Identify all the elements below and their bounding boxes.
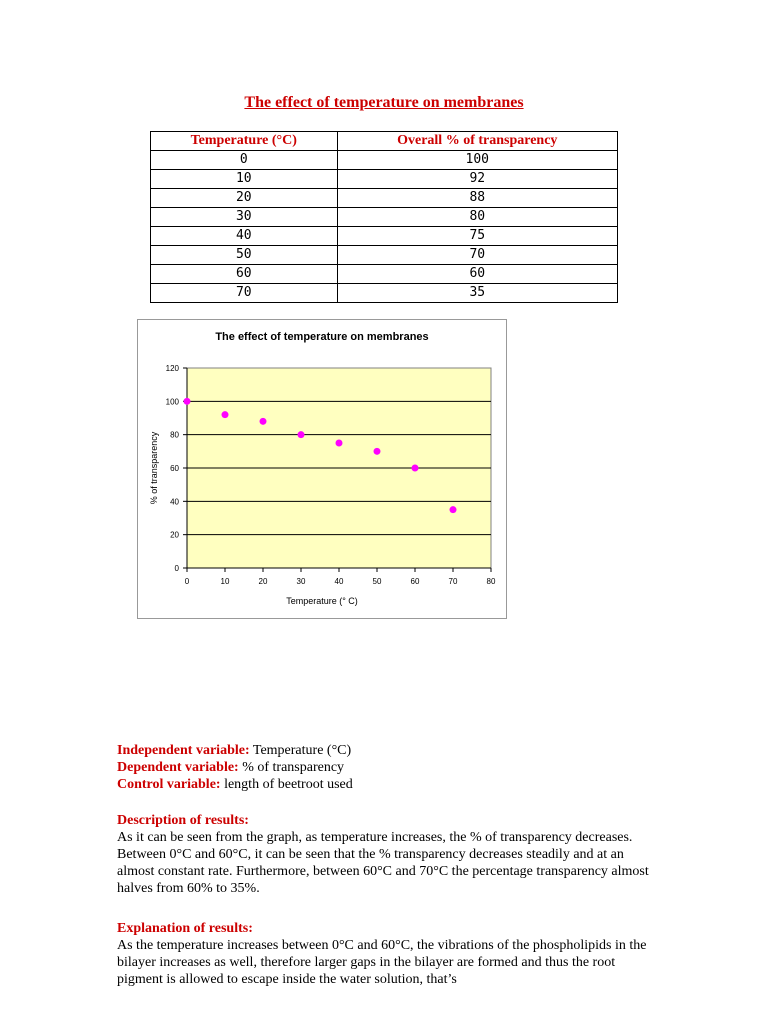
table-cell-temperature: 20 xyxy=(151,189,338,208)
dependent-variable-line xyxy=(117,759,657,776)
table-cell-transparency: 80 xyxy=(337,208,617,227)
table-row xyxy=(151,227,618,246)
chart-x-tick-label: 10 xyxy=(220,577,230,586)
dependent-variable-value: % of transparency xyxy=(242,760,345,775)
table-cell-transparency: 100 xyxy=(337,151,617,170)
table-cell-transparency: 92 xyxy=(337,170,617,189)
explanation-section xyxy=(117,920,657,988)
table-cell-transparency: 35 xyxy=(337,284,617,303)
description-heading: Description of results: xyxy=(117,813,249,828)
chart-y-axis-label: % of transparency xyxy=(149,431,159,505)
chart-y-tick-label: 0 xyxy=(174,564,179,573)
table-row xyxy=(151,170,618,189)
chart-data-point xyxy=(374,448,381,455)
independent-variable-label: Independent variable: xyxy=(117,743,250,758)
chart-x-tick-label: 30 xyxy=(296,577,306,586)
table-cell-transparency: 60 xyxy=(337,265,617,284)
chart-x-tick-label: 40 xyxy=(334,577,344,586)
chart-y-tick-label: 80 xyxy=(170,430,179,440)
table-header-row xyxy=(151,132,618,151)
description-section xyxy=(117,812,657,897)
chart-title: The effect of temperature on membranes xyxy=(215,331,429,343)
description-text: As it can be seen from the graph, as temperature increases, the % of transparency decreases. Between 0°C and 60°C, it can be seen that the % transparency decreases steadily and at an almost constant rate. Furthermore, between 60°C and 70°C the percentage transparency almost halves from 60% to 35%. xyxy=(117,830,649,896)
table-cell-temperature: 50 xyxy=(151,246,338,265)
chart-data-point xyxy=(450,506,457,513)
independent-variable-value: Temperature (°C) xyxy=(252,743,352,758)
table-cell-temperature: 70 xyxy=(151,284,338,303)
independent-variable-line xyxy=(117,742,657,759)
table-cell-temperature: 0 xyxy=(151,151,338,170)
table-cell-temperature: 40 xyxy=(151,227,338,246)
table-cell-transparency: 88 xyxy=(337,189,617,208)
chart-data-point xyxy=(298,431,305,438)
explanation-text: As the temperature increases between 0°C and 60°C, the vibrations of the phospholipids in the bilayer increases as well, therefore larger gaps in the bilayer are formed and thus the root pigment is allowed to escape inside the water solution, that’s xyxy=(117,938,647,987)
document-title: The effect of temperature on membranes xyxy=(244,94,524,111)
chart-data-point xyxy=(412,465,419,472)
control-variable-label: Control variable: xyxy=(117,777,221,792)
chart-x-tick-label: 80 xyxy=(486,577,496,586)
table-cell-temperature: 30 xyxy=(151,208,338,227)
control-variable-value: length of beetroot used xyxy=(224,777,353,792)
table-row xyxy=(151,284,618,303)
table-cell-transparency: 75 xyxy=(337,227,617,246)
table-cell-transparency: 70 xyxy=(337,246,617,265)
chart-y-tick-label: 40 xyxy=(170,497,179,507)
chart-y-tick-label: 100 xyxy=(165,397,179,407)
chart-x-tick-label: 50 xyxy=(372,577,382,586)
chart-data-point xyxy=(260,418,267,425)
explanation-heading: Explanation of results: xyxy=(117,921,253,936)
table-header-temperature: Temperature (°C) xyxy=(151,132,338,151)
table-row xyxy=(151,151,618,170)
dependent-variable-label: Dependent variable: xyxy=(117,760,239,775)
table-cell-temperature: 10 xyxy=(151,170,338,189)
variables-section xyxy=(117,742,657,793)
results-table xyxy=(150,131,618,303)
table-row xyxy=(151,246,618,265)
control-variable-line xyxy=(117,776,657,793)
chart-x-axis-label: Temperature (° C) xyxy=(286,596,358,606)
table-row xyxy=(151,208,618,227)
chart-data-point xyxy=(184,398,191,405)
chart-svg xyxy=(138,320,506,618)
chart-x-tick-label: 0 xyxy=(184,577,190,586)
chart-y-tick-label: 20 xyxy=(170,530,179,540)
scatter-chart xyxy=(137,319,507,619)
table-cell-temperature: 60 xyxy=(151,265,338,284)
chart-y-tick-label: 60 xyxy=(170,464,179,473)
chart-y-tick-label: 120 xyxy=(165,364,179,373)
table-row xyxy=(151,189,618,208)
chart-data-point xyxy=(222,411,229,418)
table-header-transparency: Overall % of transparency xyxy=(337,132,617,151)
chart-x-tick-label: 20 xyxy=(258,577,268,586)
chart-x-tick-label: 70 xyxy=(448,577,458,586)
table-row xyxy=(151,265,618,284)
chart-data-point xyxy=(336,440,343,447)
chart-x-tick-label: 60 xyxy=(410,577,420,586)
